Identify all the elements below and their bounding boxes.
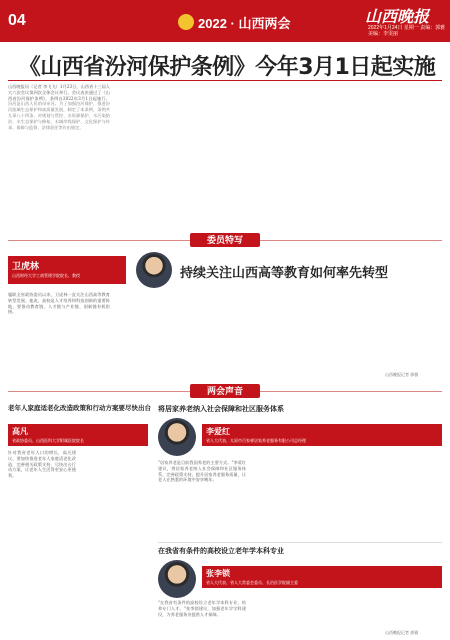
headline-rule xyxy=(8,80,442,81)
page-number: 04 xyxy=(8,12,26,29)
article-column-3 xyxy=(228,84,330,230)
voice-3-column-3 xyxy=(350,600,442,628)
voice-1-role: 省政协委员、山西医科大学附属医院院长 xyxy=(12,438,84,443)
committee-article-title: 持续关注山西高等教育如何率先转型 xyxy=(180,266,389,281)
voice-2-role: 省人大代表、太原市百家邨居家养老服务有限公司总经理 xyxy=(206,438,306,443)
voice-3-nameplate xyxy=(202,566,442,588)
voice-1-nameplate xyxy=(8,424,148,446)
article-body: 汾河是山西人民的母亲河。为了加强汾河保护，推进汾河流域生态保护和高质量发展，制定了本条例。条例共九章八十四条，对规划与管控、水资源保护、水污染防治、水生态保护与修复、水域岸线保护、文化保护与传承、保障与监督、法律责任等作出规定。 xyxy=(8,101,110,130)
voice-divider xyxy=(158,542,442,543)
voice-byline: 山西晚报记者 郭雅 xyxy=(385,630,419,635)
article-column-2 xyxy=(118,84,220,230)
committee-column-4 xyxy=(338,292,442,376)
voice-3-column-1 xyxy=(158,600,246,636)
voice-2-column-3 xyxy=(350,460,442,538)
voice-3-column-2 xyxy=(254,600,342,636)
voice-3-name: 张李锁 xyxy=(206,569,230,578)
voice-2-column-2 xyxy=(254,460,342,538)
voice-3-role: 省人大代表、省人大常委会委员、长治医学院副主委 xyxy=(206,580,298,585)
voice-2-column-1 xyxy=(158,460,246,538)
member-nameplate xyxy=(8,256,126,284)
voice-3-photo xyxy=(158,560,196,598)
newspaper-logo: 山西晚报 xyxy=(365,7,430,26)
voice-1-column-2 xyxy=(82,450,148,634)
article-lead: 山西晚报讯（记者 李飞飞）1月23日，山西省十三届人大六次会议第四次全体会议举行。会议表决通过了《山西省汾河保护条例》，条例自2022年3月1日起施行。 xyxy=(8,84,110,101)
voice-1-body: 针对我省老年人口的增长，高凡建议，要加快推进老年人家庭适老化改造，完善相关政策支持，尽快出台行动方案，让老年人生活得更安心更便利。 xyxy=(8,450,76,479)
voice-2-name: 李爱红 xyxy=(206,427,230,436)
voice-3-body: "在我省有条件的高校设立老年学本科专业，培养专门人才。"张李锁建议，加强老年学学科建设，为养老服务业提供人才保障。 xyxy=(158,600,246,617)
date-line: 2022年1月24日 星期一 责编：郭雅 美编：李雯丽 xyxy=(368,25,446,37)
main-headline: 《山西省汾河保护条例》今年3月1日起实施 xyxy=(18,55,436,80)
article-column-4 xyxy=(338,84,442,230)
voice-1-name: 高凡 xyxy=(12,427,28,436)
committee-byline: 山西晚报记者 郭雅 xyxy=(385,372,419,377)
member-photo xyxy=(136,252,172,288)
member-name: 卫虎林 xyxy=(12,261,40,271)
voice-1-column-1 xyxy=(8,450,76,634)
voice-2-nameplate xyxy=(202,424,442,446)
voice-article-1-title: 老年人家庭适老化改造政策和行动方案要尽快出台 xyxy=(8,404,151,412)
voice-2-photo xyxy=(158,418,196,456)
committee-article-body: 履职全省政协委员以来，卫虎林一直关注山西高等教育转型发展。他说，高校是人才培养和科技创新的重要阵地，要推动教育链、人才链与产业链、创新链有机衔接。 xyxy=(8,292,110,315)
section-badge-voice: 两会声音 xyxy=(190,384,260,398)
committee-column-1 xyxy=(8,292,110,376)
voice-article-3-title: 在我省有条件的高校设立老年学本科专业 xyxy=(158,547,284,555)
article-column-1 xyxy=(8,84,110,230)
emblem-icon xyxy=(178,14,194,30)
voice-article-2-title: 将居家养老纳入社会保障和社区服务体系 xyxy=(158,405,284,413)
page-header xyxy=(0,0,450,42)
section-title: 2022 · 山西两会 xyxy=(198,16,291,31)
section-badge-committee: 委员特写 xyxy=(190,233,260,247)
committee-column-2 xyxy=(118,292,220,376)
committee-column-3 xyxy=(228,292,330,376)
member-role: 山西财经大学工商管理学院院长、教授 xyxy=(12,273,80,278)
voice-2-body: "居家养老是目前我国养老的主要方式。"李爱红建议，将居家养老纳入社会保障和社区服务体系，完善政策支持，提升居家养老服务质量，让老人在熟悉的环境中安享晚年。 xyxy=(158,460,246,483)
